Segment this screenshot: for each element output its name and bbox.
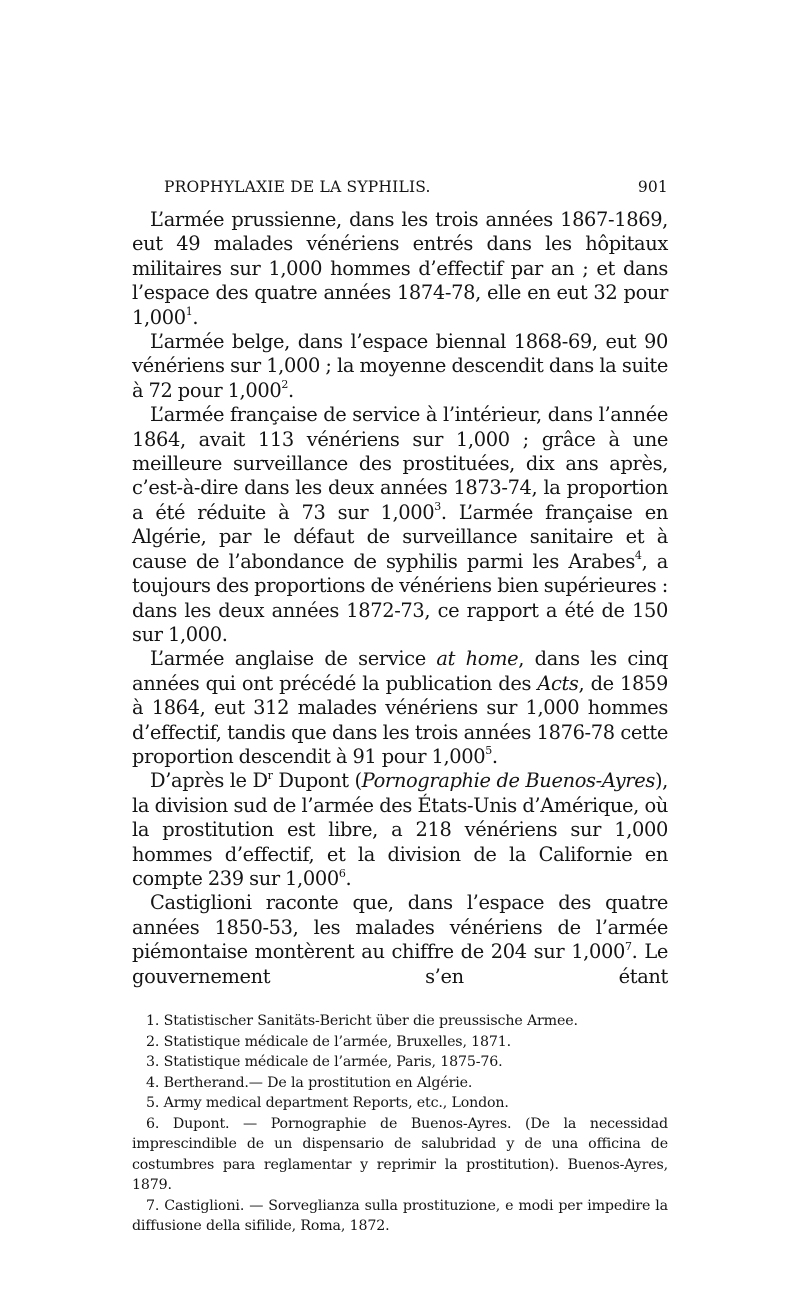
- paragraph-belgian-army: [132, 330, 668, 403]
- footnote: [132, 1114, 668, 1196]
- footnote-ref: 7: [624, 939, 632, 953]
- superscript: r: [267, 768, 273, 782]
- paragraph-text: L’armée anglaise de service: [150, 647, 437, 671]
- footnote-text: Bertherand.— De la prostitution en Algérie.: [163, 1074, 473, 1091]
- footnote: [132, 1196, 668, 1237]
- paragraph-text: , a toujours des proportions de vénériens bien supérieures : dans les deux années 1872-73, ce rapport a été de 150 sur 1,000.: [132, 549, 668, 646]
- paragraph-prussian-army: [132, 208, 668, 330]
- paragraph-text: D’après le D: [150, 769, 268, 793]
- paragraph-text: L’armée belge, dans l’espace biennal 1868-69, eut 90 vénériens sur 1,000 ; la moyenne descendit dans la suite à 72 pour 1,000: [132, 330, 668, 402]
- footnote: [132, 1093, 668, 1114]
- paragraph-piedmont-army: [132, 891, 668, 989]
- footnote-ref: 3: [434, 500, 441, 514]
- paragraph-text: L’armée française de service à l’intérieur, dans l’année 1864, avait 113 vénériens sur 1,000 ; grâce à une meilleure surveillance des prostituées, dix ans après, c’est-à-dire dans les deux années 1873-74, la proportion a été réduite à 73 sur 1,000: [132, 403, 668, 524]
- paragraph-text: , de 1859 à 1864, eut 312 malades vénériens sur 1,000 hommes d’effectif, tandis que dans les trois années 1876-78 cette proportion descendit à 91 pour 1,000: [132, 671, 669, 768]
- footnote-number: 5.: [146, 1095, 160, 1111]
- footnote: [132, 1011, 668, 1032]
- paragraph-text: L’armée prussienne, dans les trois années 1867-1869, eut 49 malades vénériens entrés dans les hôpitaux militaires sur 1,000 hommes d’effectif par an ; et dans l’espace des quatre années 1874-78, elle en eut 32 pour 1,000: [132, 208, 668, 329]
- paragraph-us-army: [132, 769, 668, 891]
- paragraph-text: . L’armée française en Algérie, par le défaut de surveillance sanitaire et à cause de l’abondance de syphilis parmi les Arabes: [132, 500, 668, 573]
- footnote-ref: 5: [485, 744, 492, 758]
- footnote: [132, 1032, 668, 1053]
- paragraph-text: .: [345, 866, 352, 890]
- paragraph-text: Dupont (: [272, 769, 362, 793]
- footnote-text: Statistischer Sanitäts-Bericht über die preussische Armee.: [163, 1013, 578, 1029]
- footnote-text: Army medical department Reports, etc., London.: [163, 1095, 509, 1111]
- italic-text: Acts: [537, 671, 579, 695]
- footnote: [132, 1073, 668, 1094]
- footnote-number: 1.: [146, 1013, 160, 1029]
- footnote-text: Statistique médicale de l’armée, Paris, 1875-76.: [163, 1054, 503, 1070]
- footnote: [132, 1052, 668, 1073]
- italic-text: Pornographie de Buenos-Ayres: [361, 769, 655, 793]
- paragraph-english-army: [132, 647, 668, 769]
- footnote-number: 6.: [146, 1115, 160, 1132]
- paragraph-text: .: [192, 305, 199, 329]
- footnote-number: 7.: [146, 1197, 160, 1214]
- italic-text: at home: [436, 647, 519, 671]
- book-page: [132, 178, 668, 1237]
- paragraph-text: .: [288, 378, 294, 402]
- footnote-ref: 1: [185, 305, 193, 319]
- footnote-text: Castiglioni. — Sorveglianza sulla prostituzione, e modi per impedire la diffusione della sifilide, Roma, 1872.: [132, 1197, 668, 1234]
- running-header: [132, 178, 668, 208]
- footnote-ref: 4: [634, 549, 642, 563]
- paragraph-text: . Le gouvernement s’en étant: [132, 940, 669, 988]
- footnote-number: 4.: [146, 1074, 160, 1091]
- footnote-number: 2.: [146, 1033, 160, 1050]
- footnote-ref: 6: [338, 866, 346, 880]
- running-title: PROPHYLAXIE DE LA SYPHILIS.: [164, 178, 431, 196]
- paragraph-text: .: [491, 744, 498, 768]
- page-number: 901: [637, 178, 668, 196]
- footnote-number: 3.: [146, 1054, 160, 1070]
- paragraph-french-army: [132, 403, 668, 647]
- paragraph-text: Castiglioni raconte que, dans l’espace des quatre années 1850-53, les malades vénériens de l’armée piémontaise montèrent au chiffre de 204 sur 1,000: [132, 891, 668, 964]
- footnote-text: Dupont. — Pornographie de Buenos-Ayres. (De la necessidad imprescindible de un dispensario de salubridad y de una officina de costumbres para reglamentar y reprimir la prostitution). Buenos-Ayres, 1879.: [132, 1115, 668, 1193]
- footnotes: [132, 1011, 668, 1237]
- footnote-text: Statistique médicale de l’armée, Bruxelles, 1871.: [163, 1033, 512, 1050]
- footnote-ref: 2: [281, 378, 288, 392]
- paragraph-text: ), la division sud de l’armée des États-Unis d’Amérique, où la prostitution est libre, a 218 vénériens sur 1,000 hommes d’effectif, et la division de la Californie en compte 239 sur 1,000: [132, 769, 668, 890]
- paragraph-text: , dans les cinq années qui ont précédé la publication des: [132, 647, 668, 695]
